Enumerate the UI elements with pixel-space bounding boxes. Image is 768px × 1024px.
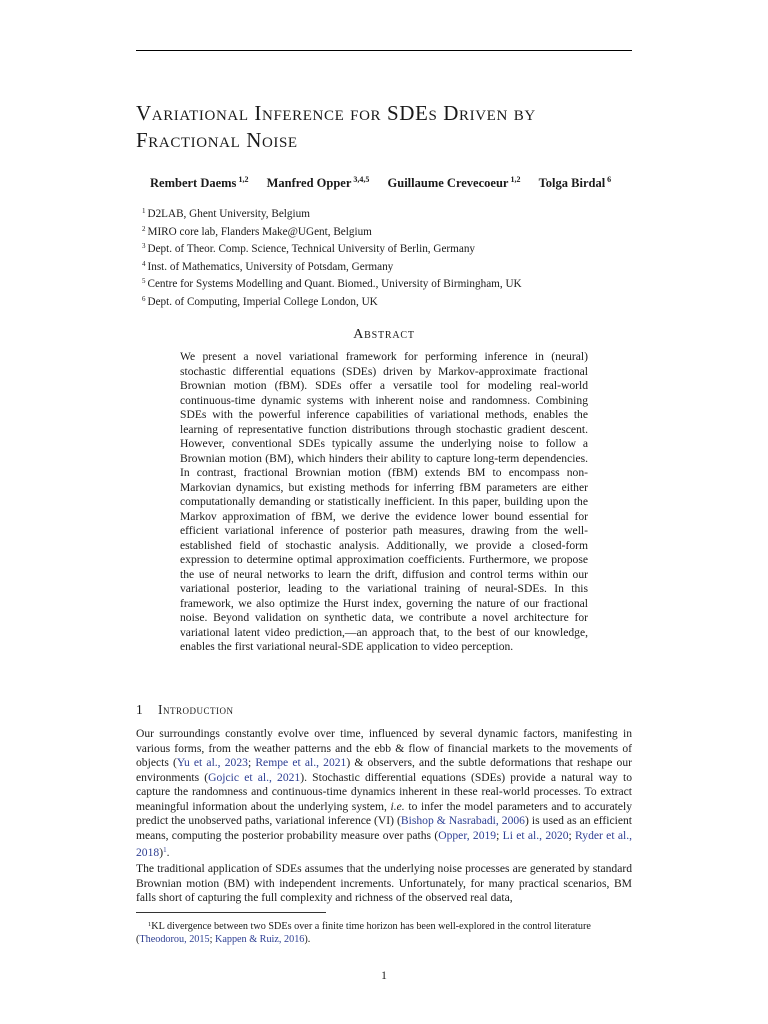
text-run: KL divergence between two SDEs over a finite time horizon has been well-explored in the control literature ( [136, 921, 591, 945]
intro-paragraph-1 [136, 727, 632, 861]
section-number: 1 [136, 702, 144, 717]
author-name: Manfred Opper [266, 176, 352, 190]
affiliation-text: D2LAB, Ghent University, Belgium [147, 208, 310, 220]
footnote-mark-link[interactable]: 1 [163, 846, 167, 854]
author-list [150, 175, 630, 191]
author-name: Tolga Birdal [538, 176, 606, 190]
text-run: to infer the model parameters and to accurately predict the unobserved paths, variational inference (VI) ( [136, 799, 632, 827]
author-affiliation-mark: 6 [607, 175, 612, 184]
affiliation [142, 257, 522, 275]
top-rule [136, 50, 632, 51]
text-run: ) [159, 846, 164, 859]
affiliation-number: 6 [142, 294, 146, 303]
citation-link[interactable]: Gojcic et al., 2021 [208, 770, 301, 784]
title-line-1: Variational Inference for SDEs Driven by [136, 101, 536, 125]
affiliation-text: Centre for Systems Modelling and Quant. Biomed., University of Birmingham, UK [147, 278, 522, 290]
affiliation-number: 5 [142, 277, 146, 285]
paper-title [136, 100, 656, 154]
text-run: ; [209, 934, 215, 945]
text-run-italic: i.e. [390, 799, 405, 813]
text-run: ). [304, 934, 311, 945]
author-affiliation-mark: 1,2 [238, 175, 249, 184]
text-run: ) & observers, and the subtle deformations that reshape our environments ( [136, 756, 632, 784]
affiliation-text: MIRO core lab, Flanders Make@UGent, Belgium [147, 225, 372, 238]
author [388, 175, 521, 191]
citation-link[interactable]: Bishop & Nasrabadi, 2006 [400, 814, 525, 827]
abstract-heading: Abstract [353, 327, 415, 342]
author-name: Rembert Daems [150, 176, 237, 190]
citation-link[interactable]: Li et al., 2020 [502, 828, 569, 842]
citation-link[interactable]: Ryder et al., 2018 [136, 828, 633, 859]
citation-link[interactable]: Theodorou, 2015 [139, 934, 210, 945]
text-run: ). Stochastic differential equations (SDEs) provide a natural way to capture the randomness and continuous-time dynamics inherent in these real-world processes. To extract meaningful information about the underlying system, [136, 770, 632, 813]
text-run: . [166, 846, 170, 859]
text-run: ; [496, 828, 503, 842]
affiliation [142, 239, 522, 257]
author [150, 175, 248, 191]
footnote [136, 918, 632, 946]
affiliation [142, 274, 522, 292]
page-number: 1 [381, 970, 387, 982]
footnote-number: 1 [148, 921, 152, 928]
affiliation [142, 222, 522, 240]
affiliation [142, 204, 522, 222]
section-title: Introduction [158, 702, 234, 717]
affiliation-list [142, 204, 522, 309]
intro-paragraph-2: The traditional application of SDEs assumes that the underlying noise processes are generated by standard Brownian motion (BM) with independent increments. Unfortunately, for many practical scenarios, BM falls short of capturing the full complexity and richness of the observed real data, [136, 862, 632, 904]
affiliation-number: 3 [142, 242, 146, 250]
affiliation-text: Inst. of Mathematics, University of Potsdam, Germany [147, 260, 394, 273]
affiliation-number: 2 [142, 224, 146, 233]
author [267, 175, 370, 191]
citation-link[interactable]: Opper, 2019 [438, 828, 497, 842]
footnote-rule [136, 912, 326, 913]
affiliation-number: 4 [142, 259, 146, 268]
text-run: ; [568, 828, 576, 842]
author [539, 175, 612, 191]
affiliation-text: Dept. of Computing, Imperial College London, UK [147, 295, 378, 308]
author-name: Guillaume Crevecoeur [387, 176, 509, 190]
title-line-2: Fractional Noise [136, 128, 298, 152]
affiliation-number: 1 [142, 207, 146, 215]
author-affiliation-mark: 3,4,5 [353, 175, 370, 184]
text-run: ) is used as an efficient means, computing the posterior probability measure over paths ( [136, 814, 633, 842]
citation-link[interactable]: Yu et al., 2023 [176, 756, 248, 769]
abstract-text: We present a novel variational framework for performing inference in (neural) stochastic differential equations (SDEs) driven by Markov-approximate fractional Brownian motion (fBM). SDEs offer a versatile tool for modeling real-world continuous-time dynamic systems with inherent noise and randomness. Combining SDEs with the powerful inference capabilities of variational methods, enables the learning of representative function distributions through stochastic gradient descent. However, conventional SDEs typically assume the underlying noise to follow a Brownian motion (BM), which hinders their ability to capture long-term dependencies. In contrast, fractional Brownian motion (fBM) extends BM to encompass non-Markovian dynamics, but existing methods for inferring fBM parameters are either computationally demanding or statistically inefficient. In this paper, building upon the Markov approximation of fBM, we derive the evidence lower bound essential for efficient variational inference of posterior path measures, drawing from the well-established field of stochastic analysis. Additionally, we provide a closed-form expression to determine optimal approximation coefficients. Furthermore, we propose the use of neural networks to learn the drift, diffusion and control terms within our variational posterior, leading to the variational training of neural-SDEs. In this framework, we also optimize the Hurst index, governing the nature of our fractional noise. Beyond validation on synthetic data, we contribute a novel architecture for variational latent video prediction,—an approach that, to the best of our knowledge, enables the first variational neural-SDE application to video perception. [180, 350, 588, 653]
text-run: Our surroundings constantly evolve over time, influenced by several dynamic factors, manifesting in various forms, from the weather patterns and the ebb & flow of financial markets to the movements of objects ( [136, 727, 632, 769]
affiliation-text: Dept. of Theor. Comp. Science, Technical University of Berlin, Germany [147, 243, 476, 255]
affiliation [142, 292, 522, 310]
text-run: ; [247, 756, 256, 769]
citation-link[interactable]: Rempe et al., 2021 [255, 756, 347, 769]
author-affiliation-mark: 1,2 [510, 175, 521, 184]
citation-link[interactable]: Kappen & Ruiz, 2016 [214, 934, 305, 945]
section-heading [136, 702, 234, 718]
